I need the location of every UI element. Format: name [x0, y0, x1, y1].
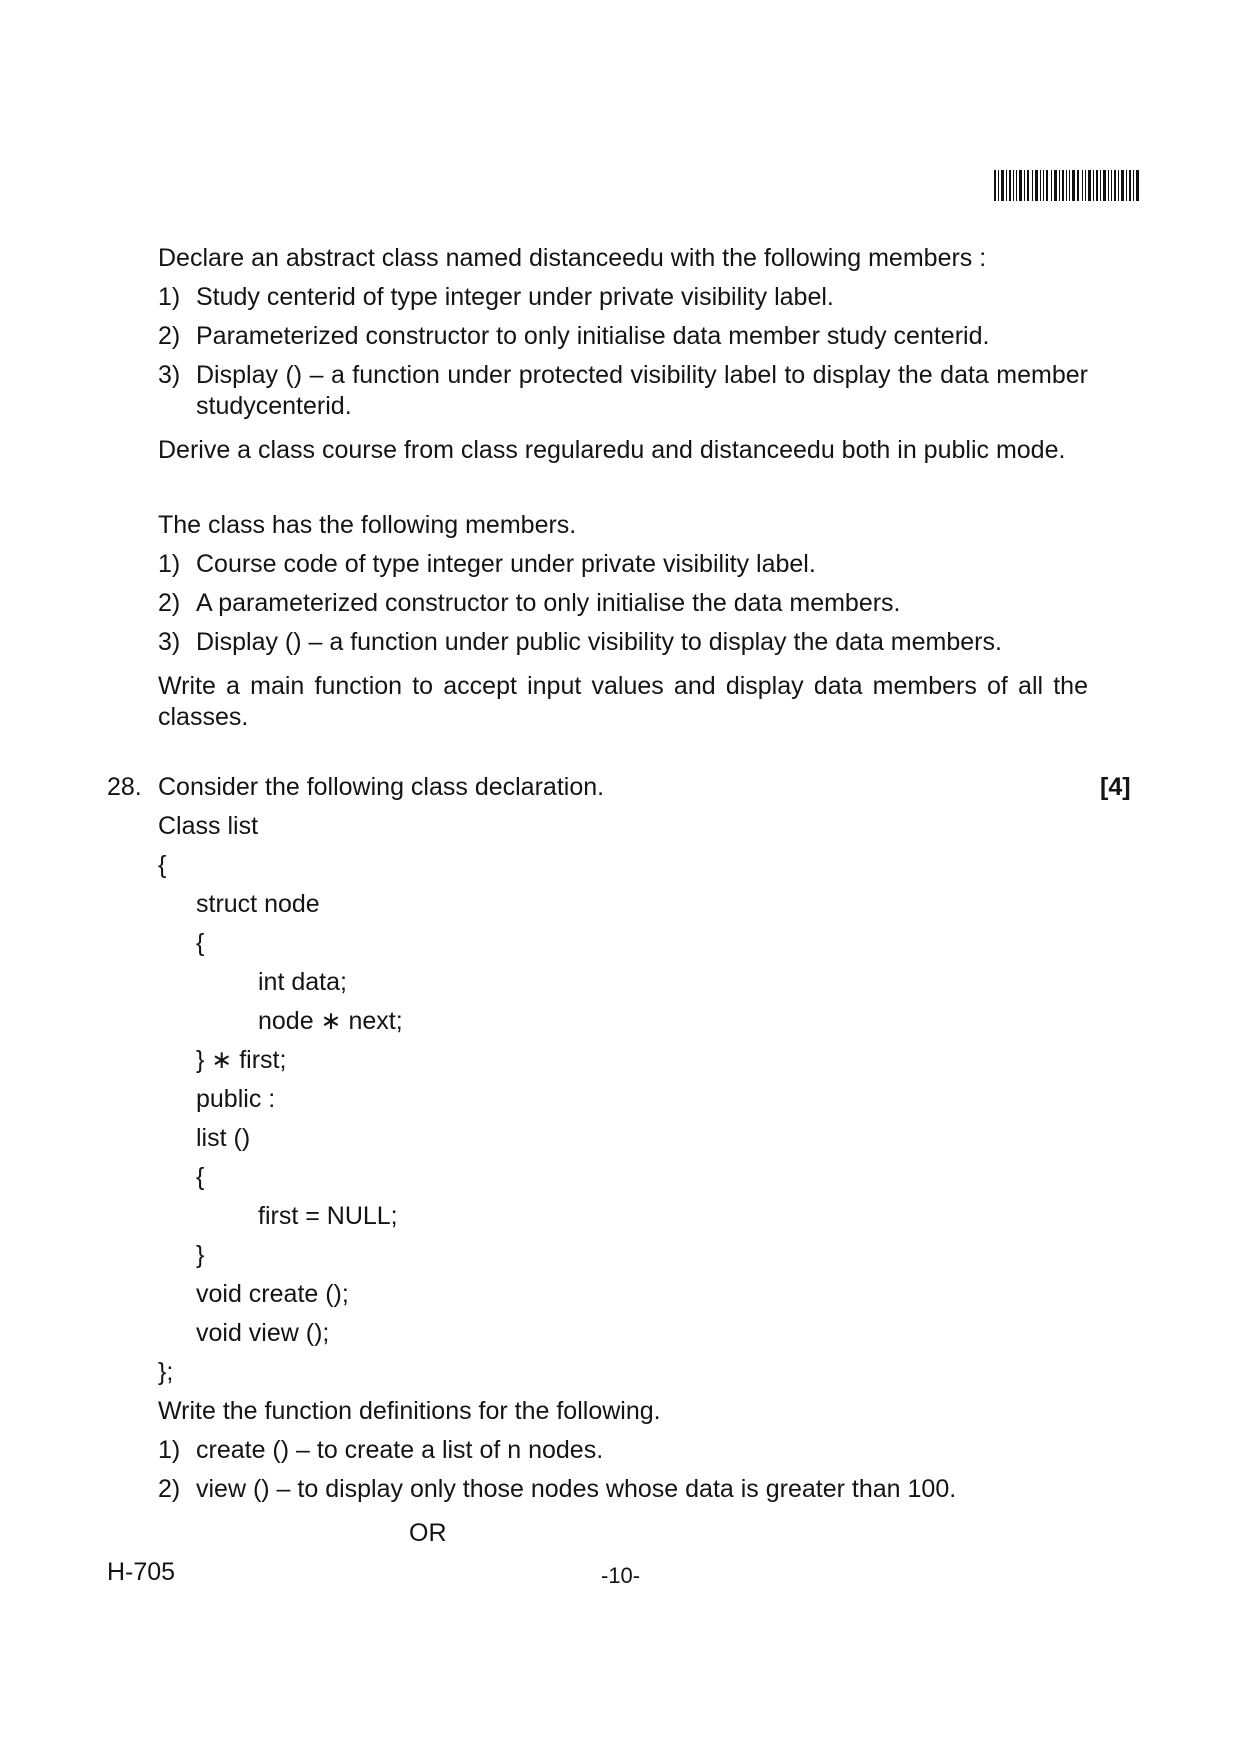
item-number: 1) — [158, 550, 181, 578]
declare-text: Declare an abstract class named distanceedu with the following members : — [158, 244, 987, 272]
item-number: 1) — [158, 283, 181, 311]
item-number: 2) — [158, 1475, 181, 1503]
write-text: Write the function definitions for the following. — [158, 1397, 661, 1425]
page-number: -10- — [601, 1563, 641, 1588]
item-number: 2) — [158, 322, 181, 350]
item-text: A parameterized constructor to only initialise the data members. — [196, 589, 901, 617]
barcode — [994, 170, 1139, 201]
code-line: public : — [196, 1085, 276, 1113]
code-line: list () — [196, 1124, 251, 1152]
item-number: 1) — [158, 1436, 181, 1464]
item-text: Course code of type integer under private visibility label. — [196, 550, 816, 578]
code-line: struct node — [196, 890, 320, 918]
code-line: } ∗ first; — [196, 1046, 287, 1074]
derive-text: Derive a class course from class regularedu and distanceedu both in public mode. — [158, 436, 1066, 464]
item-text: Display () – a function under protected visibility label to display the data member studycenterid. — [196, 361, 1088, 420]
item-text: Parameterized constructor to only initialise data member study centerid. — [196, 322, 990, 350]
item-text: Study centerid of type integer under private visibility label. — [196, 283, 834, 311]
paper-code: H-705 — [107, 1558, 176, 1586]
question-text: Consider the following class declaration. — [158, 773, 605, 801]
members-intro: The class has the following members. — [158, 511, 577, 539]
item-text: Display () – a function under public visibility to display the data members. — [196, 628, 1002, 656]
code-line: first = NULL; — [258, 1202, 398, 1230]
item-text: create () – to create a list of n nodes. — [196, 1436, 604, 1464]
item-number: 3) — [158, 361, 181, 389]
code-line: node ∗ next; — [258, 1007, 403, 1035]
code-line: void create (); — [196, 1280, 349, 1308]
item-number: 3) — [158, 628, 181, 656]
marks: [4] — [1100, 773, 1131, 801]
code-line: { — [196, 929, 205, 957]
code-line: void view (); — [196, 1319, 330, 1347]
code-line: { — [196, 1163, 205, 1191]
code-line: { — [158, 851, 167, 879]
item-text: view () – to display only those nodes whose data is greater than 100. — [196, 1475, 957, 1503]
code-line: } — [196, 1241, 205, 1269]
code-line: }; — [158, 1358, 174, 1386]
main-function-text: Write a main function to accept input values and display data members of all the classes. — [158, 672, 1088, 731]
code-line: int data; — [258, 968, 347, 996]
or-separator: OR — [409, 1519, 447, 1547]
code-line: Class list — [158, 812, 259, 840]
item-number: 2) — [158, 589, 181, 617]
question-number: 28. — [107, 773, 142, 801]
